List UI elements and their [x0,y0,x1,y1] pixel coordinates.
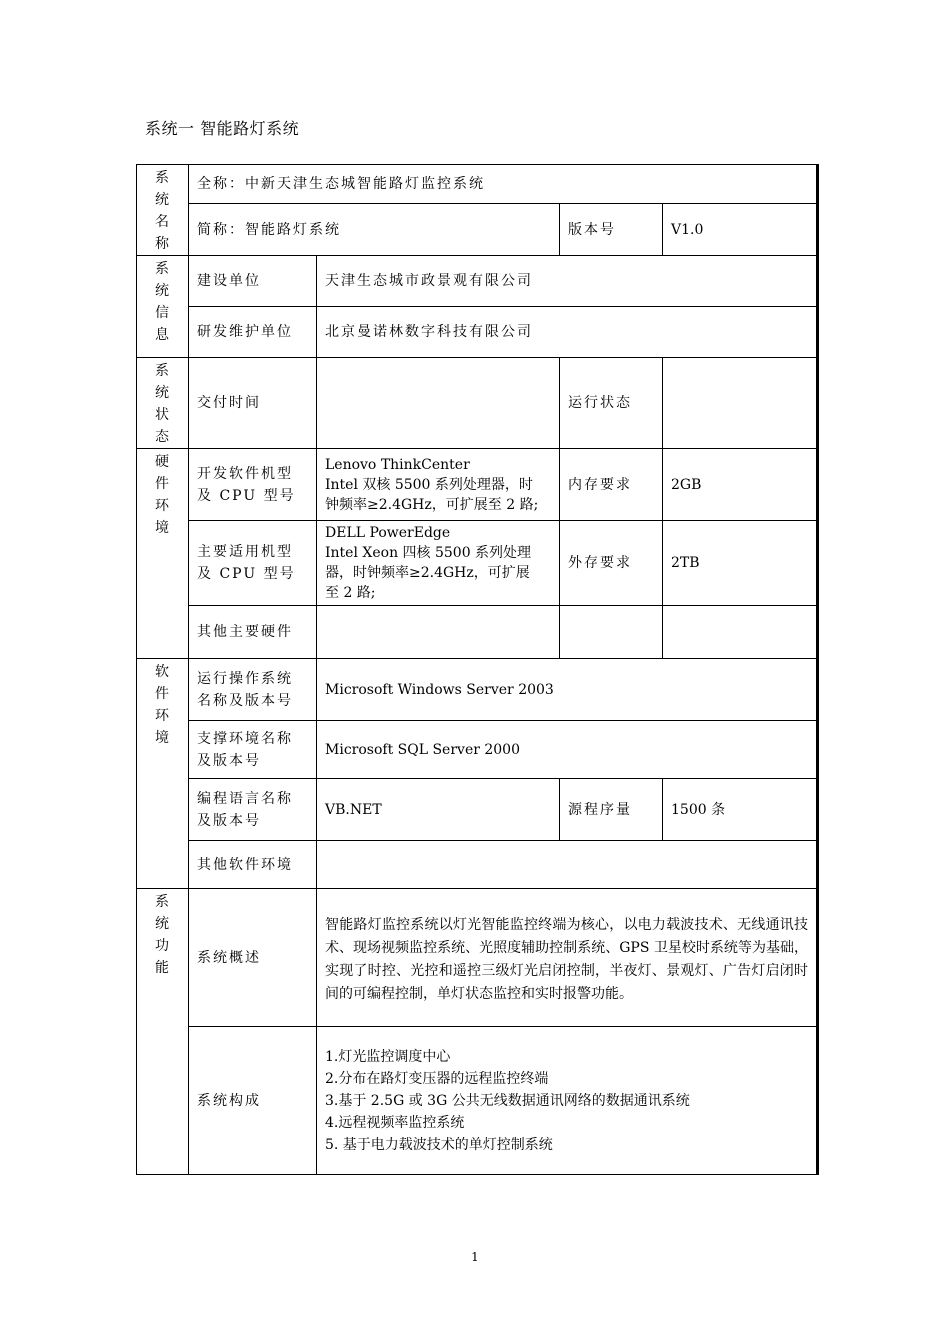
version-label: 版本号 [560,204,663,256]
builder-label: 建设单位 [189,256,317,307]
language-label: 编程语言名称 及版本号 [189,779,317,841]
section-header-name: 系 统 名 称 [137,165,189,256]
version-value: V1.0 [663,204,818,256]
composition-item: 3.基于 2.5G 或 3G 公共无线数据通讯网络的数据通讯系统 [325,1092,690,1109]
source-value: 1500 条 [663,779,818,841]
row-support [137,721,818,779]
page-number: 1 [471,1250,479,1264]
composition-item: 1.灯光监控调度中心 [325,1048,451,1065]
row-main-machine [137,521,818,606]
section-header-software: 软 件 环 境 [137,659,189,889]
os-value: Microsoft Windows Server 2003 [317,659,818,721]
section-header-function: 系 统 功 能 [137,889,189,1175]
row-developer [137,307,818,358]
row-composition [137,1027,818,1175]
composition-item: 2.分布在路灯变压器的远程监控终端 [325,1070,549,1087]
os-label: 运行操作系统 名称及版本号 [189,659,317,721]
system-info-table [136,164,819,1175]
row-builder [137,256,818,307]
other-software-label: 其他软件环境 [189,841,317,889]
memory-value: 2GB [663,449,818,521]
section-header-hardware: 硬 件 环 境 [137,449,189,659]
main-machine-label: 主要适用机型 及 CPU 型号 [189,521,317,606]
row-short-name [137,204,818,256]
dev-machine-value: Lenovo ThinkCenter Intel 双核 5500 系列处理器，时 钟频率≥2.4GHz，可扩展至 2 路; [317,449,560,521]
run-status-label: 运行状态 [560,358,663,449]
run-status-value [663,358,818,449]
developer-label: 研发维护单位 [189,307,317,358]
page-title: 系统一 智能路灯系统 [145,119,300,138]
short-name-cell: 简称：智能路灯系统 [189,204,560,256]
memory-label: 内存要求 [560,449,663,521]
dev-machine-label: 开发软件机型 及 CPU 型号 [189,449,317,521]
section-header-info: 系 统 信 息 [137,256,189,358]
storage-label: 外存要求 [560,521,663,606]
composition-item: 4.远程视频率监控系统 [325,1114,465,1131]
row-full-name [137,165,818,204]
row-other-hardware [137,606,818,659]
delivery-label: 交付时间 [189,358,317,449]
other-hardware-label: 其他主要硬件 [189,606,317,659]
support-label: 支撑环境名称 及版本号 [189,721,317,779]
overview-label: 系统概述 [189,889,317,1027]
composition-value [317,1027,818,1175]
full-name-cell: 全称：中新天津生态城智能路灯监控系统 [189,165,818,204]
row-status [137,358,818,449]
main-machine-value: DELL PowerEdge Intel Xeon 四核 5500 系列处理 器，时钟频率≥2.4GHz，可扩展 至 2 路; [317,521,560,606]
composition-item: 5. 基于电力载波技术的单灯控制系统 [325,1136,553,1153]
other-software-value [317,841,818,889]
language-value: VB.NET [317,779,560,841]
composition-label: 系统构成 [189,1027,317,1175]
other-hardware-extra-2 [663,606,818,659]
delivery-value [317,358,560,449]
row-os [137,659,818,721]
developer-value: 北京曼诺林数字科技有限公司 [317,307,818,358]
builder-value: 天津生态城市政景观有限公司 [317,256,818,307]
source-label: 源程序量 [560,779,663,841]
section-header-status: 系 统 状 态 [137,358,189,449]
row-other-software [137,841,818,889]
overview-value: 智能路灯监控系统以灯光智能监控终端为核心，以电力载波技术、无线通讯技术、现场视频监控系统、光照度辅助控制系统、GPS 卫星校时系统等为基础，实现了时控、光控和遥控三级灯光启闭控制，半夜灯、景观灯、广告灯启闭时间的可编程控制，单灯状态监控和实时报警功能。 [317,889,818,1027]
support-value: Microsoft SQL Server 2000 [317,721,818,779]
row-overview [137,889,818,1027]
other-hardware-extra-1 [560,606,663,659]
row-dev-machine [137,449,818,521]
other-hardware-value [317,606,560,659]
storage-value: 2TB [663,521,818,606]
row-language [137,779,818,841]
